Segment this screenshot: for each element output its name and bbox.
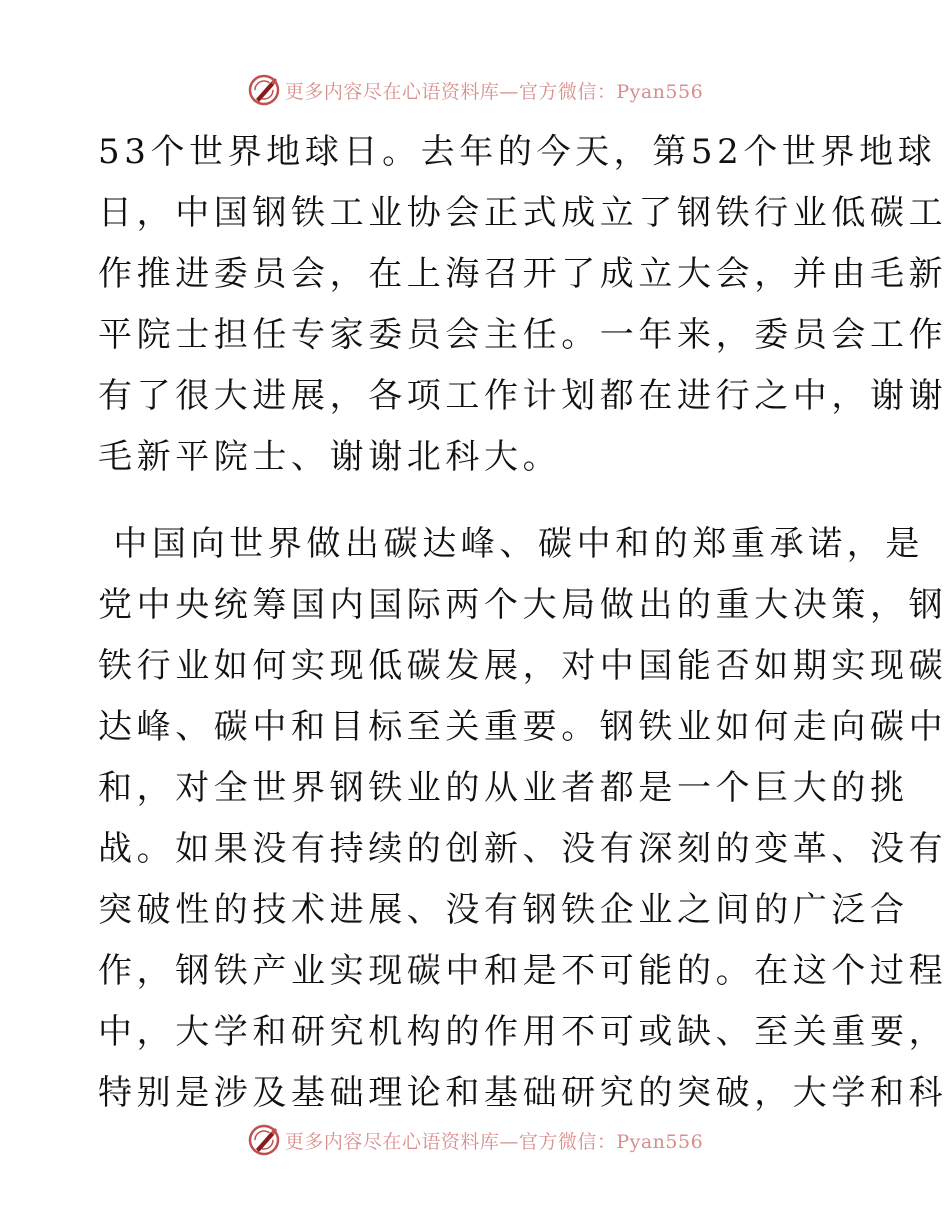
paragraph-1 bbox=[98, 122, 948, 488]
text-line: 党中央统筹国内国际两个大局做出的重大决策，钢 bbox=[98, 585, 948, 625]
text-line: 战。如果没有持续的创新、没有深刻的变革、没有 bbox=[98, 829, 948, 869]
text-line: 中，大学和研究机构的作用不可或缺、至关重要， bbox=[98, 1012, 948, 1052]
footer-banner bbox=[0, 1120, 950, 1160]
header-banner bbox=[0, 70, 950, 110]
text-line: 53个世界地球日。去年的今天，第52个世界地球 bbox=[98, 132, 937, 172]
text-line: 特别是涉及基础理论和基础研究的突破，大学和科 bbox=[98, 1073, 948, 1113]
header-banner-text: 更多内容尽在心语资料库—官方微信：Pyan556 bbox=[284, 80, 704, 103]
text-line: 日，中国钢铁工业协会正式成立了钢铁行业低碳工 bbox=[98, 193, 948, 233]
text-line: 达峰、碳中和目标至关重要。钢铁业如何走向碳中 bbox=[98, 707, 948, 747]
text-line: 中国向世界做出碳达峰、碳中和的郑重承诺，是 bbox=[98, 524, 925, 564]
text-line: 作推进委员会，在上海召开了成立大会，并由毛新 bbox=[98, 254, 948, 294]
text-line: 平院士担任专家委员会主任。一年来，委员会工作 bbox=[98, 315, 948, 355]
document-body bbox=[98, 122, 948, 1124]
text-line: 作，钢铁产业实现碳中和是不可能的。在这个过程 bbox=[98, 951, 948, 991]
brand-logo-icon bbox=[247, 1123, 281, 1157]
paragraph-gap bbox=[98, 488, 850, 514]
text-line: 铁行业如何实现低碳发展，对中国能否如期实现碳 bbox=[98, 646, 948, 686]
footer-banner-text: 更多内容尽在心语资料库—官方微信：Pyan556 bbox=[284, 1130, 704, 1153]
paragraph-2 bbox=[98, 514, 948, 1124]
brand-logo-icon bbox=[247, 73, 281, 107]
text-line: 和，对全世界钢铁业的从业者都是一个巨大的挑 bbox=[98, 768, 909, 808]
text-line: 突破性的技术进展、没有钢铁企业之间的广泛合 bbox=[98, 890, 909, 930]
text-line: 有了很大进展，各项工作计划都在进行之中，谢谢 bbox=[98, 376, 948, 416]
text-line: 毛新平院士、谢谢北科大。 bbox=[98, 437, 562, 477]
